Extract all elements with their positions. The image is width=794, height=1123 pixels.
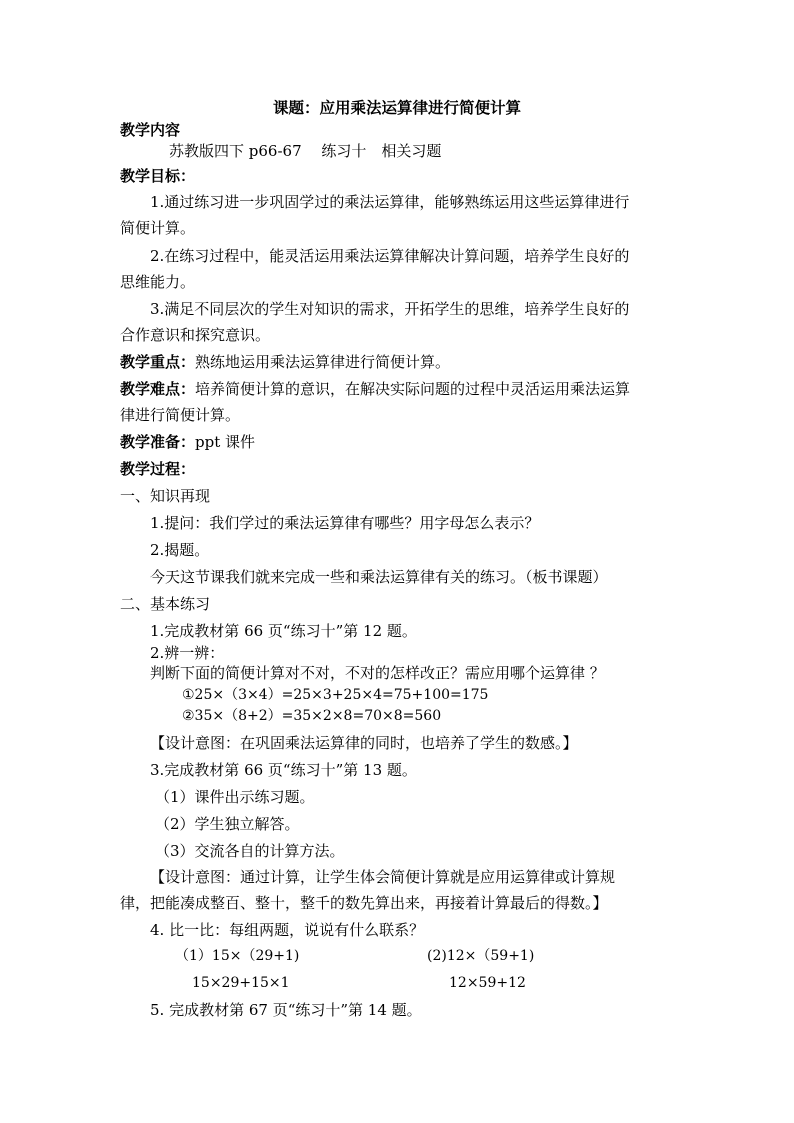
section-2-item-2-text: 判断下面的简便计算对不对，不对的怎样改正？需应用哪个运算律 ？ xyxy=(150,664,605,682)
difficulty-line-1 xyxy=(120,379,630,399)
compare-group-2-a: (2)12×（59+1) xyxy=(427,948,535,964)
difficulty-line-2: 律进行简便计算。 xyxy=(120,406,241,424)
design-note-2-line-2: 律，把能凑成整百、整十，整千的数先算出来，再接着计算最后的得数。】 xyxy=(120,894,608,912)
section-1-item-1: 1.提问：我们学过的乘法运算律有哪些？用字母怎么表示？ xyxy=(150,514,540,532)
goal-3-line-2: 合作意识和探究意识。 xyxy=(120,326,271,344)
content-heading: 教学内容 xyxy=(120,121,181,139)
content-text: 苏教版四下 p66-67 练习十 相关习题 xyxy=(169,142,442,160)
compare-group-1-b: 15×29+15×1 xyxy=(192,975,290,991)
goal-3-line-1: 3.满足不同层次的学生对知识的需求，开拓学生的思维，培养学生良好的 xyxy=(150,300,630,318)
section-2-item-5: 5. 完成教材第 67 页“练习十”第 14 题。 xyxy=(150,1001,422,1019)
compare-group-2-b: 12×59+12 xyxy=(449,975,526,991)
section-1-heading: 一、知识再现 xyxy=(120,487,211,505)
goals-heading: 教学目标： xyxy=(120,167,196,185)
section-1-text: 今天这节课我们就来完成一些和乘法运算律有关的练习。（板书课题） xyxy=(150,568,608,586)
section-2-item-4: 4. 比一比：每组两题，说说有什么联系？ xyxy=(150,921,425,939)
section-2-item-3-sub-3: （3）交流各自的计算方法。 xyxy=(155,842,345,860)
section-2-item-2: 2.辨一辨： xyxy=(150,644,225,662)
section-1-item-2: 2.揭题。 xyxy=(150,541,210,559)
compare-group-1-a: （1）15×（29+1) xyxy=(175,948,300,964)
calc-1: ①25×（3×4）=25×3+25×4=75+100=175 xyxy=(182,687,489,703)
section-2-item-3: 3.完成教材第 66 页“练习十”第 13 题。 xyxy=(150,761,417,779)
key-point xyxy=(120,352,450,372)
goal-1-line-1: 1.通过练习进一步巩固学过的乘法运算律，能够熟练运用这些运算律进行 xyxy=(150,193,630,211)
key-point-heading: 教学重点： xyxy=(120,353,196,371)
process-heading: 教学过程： xyxy=(120,460,196,478)
difficulty-text-1: 培养简便计算的意识，在解决实际问题的过程中灵活运用乘法运算 xyxy=(195,380,631,398)
preparation xyxy=(120,432,255,452)
difficulty-heading: 教学难点： xyxy=(120,380,196,398)
design-note-2-line-1: 【设计意图：通过计算，让学生体会简便计算就是应用运算律或计算规 xyxy=(150,868,616,886)
section-2-heading: 二、基本练习 xyxy=(120,595,211,613)
section-2-item-1: 1.完成教材第 66 页“练习十”第 12 题。 xyxy=(150,622,417,640)
preparation-text: ppt 课件 xyxy=(195,433,256,451)
design-note-1: 【设计意图：在巩固乘法运算律的同时，也培养了学生的数感。】 xyxy=(150,734,578,752)
calc-2: ②35×（8+2）=35×2×8=70×8=560 xyxy=(182,708,442,724)
section-2-item-3-sub-2: （2）学生独立解答。 xyxy=(155,815,300,833)
goal-2-line-2: 思维能力。 xyxy=(120,273,196,291)
goal-1-line-2: 简便计算。 xyxy=(120,219,196,237)
preparation-heading: 教学准备： xyxy=(120,433,196,451)
section-2-item-3-sub-1: （1）课件出示练习题。 xyxy=(155,788,315,806)
document-title: 课题：应用乘法运算律进行简便计算 xyxy=(272,98,521,117)
goal-2-line-1: 2.在练习过程中，能灵活运用乘法运算律解决计算问题，培养学生良好的 xyxy=(150,247,630,265)
key-point-text: 熟练地运用乘法运算律进行简便计算。 xyxy=(195,353,451,371)
